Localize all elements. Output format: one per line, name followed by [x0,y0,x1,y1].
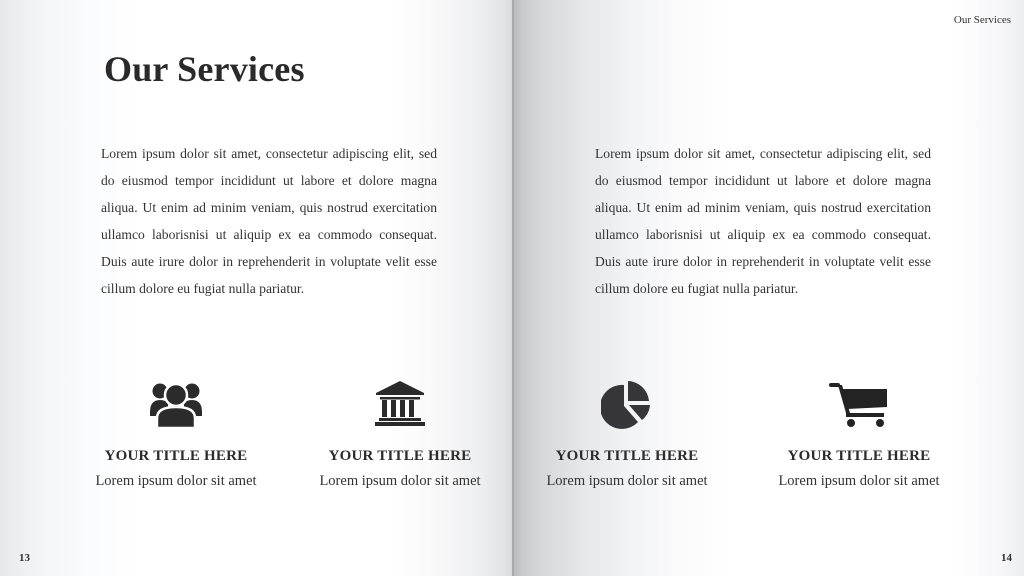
shopping-cart-icon [759,376,959,432]
book-spine [512,0,514,576]
users-group-icon [76,376,276,432]
section-header-label: Our Services [953,14,1011,26]
service-item-bank [300,376,500,490]
service-description: Lorem ipsum dolor sit amet [546,473,708,489]
service-title: YOUR TITLE HERE [328,448,472,464]
service-item-shop [759,376,959,490]
service-title: YOUR TITLE HERE [104,448,248,464]
service-description: Lorem ipsum dolor sit amet [778,473,940,489]
page-number-left: 13 [19,552,30,564]
service-item-team [76,376,276,490]
service-description: Lorem ipsum dolor sit amet [95,473,257,489]
service-item-analytics [527,376,727,490]
page-number-right: 14 [1001,552,1012,564]
bank-building-icon [300,376,500,432]
service-title: YOUR TITLE HERE [787,448,931,464]
service-title: YOUR TITLE HERE [555,448,699,464]
pie-chart-icon [527,376,727,432]
service-description: Lorem ipsum dolor sit amet [319,473,481,489]
left-body-paragraph: Lorem ipsum dolor sit amet, consectetur adipiscing elit, sed do eiusmod tempor incididunt ut labore et dolore magna aliqua. Ut enim ad minim veniam, quis nostrud exercitation ullamco laborisnisi ut aliquip ex ea commodo consequat. Duis aute irure dolor in reprehenderit in voluptate velit esse cillum dolore eu fugiat nulla pariatur. [101,146,437,296]
page-title: Our Services [104,49,305,89]
right-body-paragraph: Lorem ipsum dolor sit amet, consectetur adipiscing elit, sed do eiusmod tempor incididunt ut labore et dolore magna aliqua. Ut enim ad minim veniam, quis nostrud exercitation ullamco laborisnisi ut aliquip ex ea commodo consequat. Duis aute irure dolor in reprehenderit in voluptate velit esse cillum dolore eu fugiat nulla pariatur. [595,146,931,296]
